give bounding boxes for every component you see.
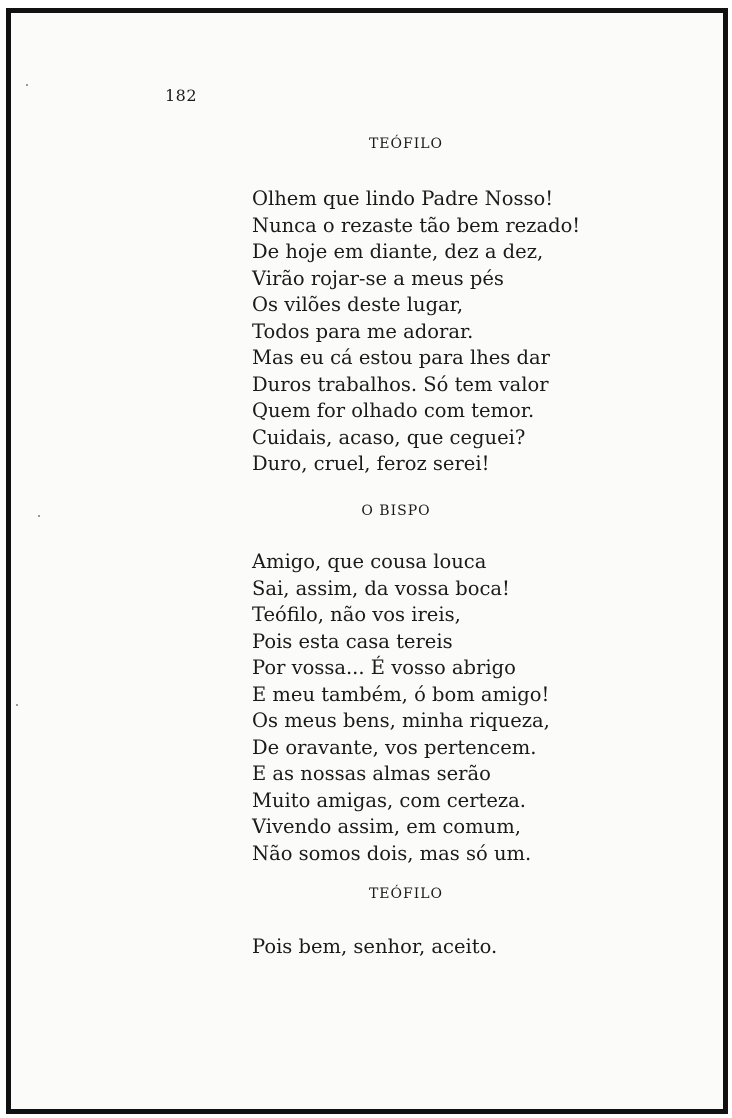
verse-line: Vivendo assim, em comum,	[252, 815, 521, 838]
verse-line: Cuidais, acaso, que ceguei?	[252, 425, 526, 449]
verse-line: Olhem que lindo Padre Nosso!	[252, 187, 554, 210]
verse-line: Nunca o rezaste tão bem rezado!	[252, 213, 581, 237]
verse-block-teofilo	[252, 186, 580, 478]
verse-line: Pois esta casa tereis	[252, 629, 453, 653]
page-number: 182	[165, 86, 198, 105]
verse-line: Todos para me adorar.	[252, 319, 474, 343]
verse-line: De oravante, vos pertencem.	[252, 735, 537, 759]
verse-line: E as nossas almas serão	[252, 762, 491, 785]
scan-speck	[38, 515, 40, 517]
verse-line: Amigo, que cousa louca	[252, 550, 487, 573]
verse-line: Por vossa... É vosso abrigo	[252, 656, 516, 679]
verse-line: Muito amigas, com certeza.	[252, 788, 527, 812]
verse-line: Mas eu cá estou para lhes dar	[252, 346, 550, 369]
verse-line: E meu também, ó bom amigo!	[252, 682, 550, 706]
verse-line: Não somos dois, mas só um.	[252, 841, 532, 865]
verse-line: Pois bem, senhor, aceito.	[252, 935, 498, 958]
scan-speck	[16, 704, 18, 706]
verse-line: Duros trabalhos. Só tem valor	[252, 372, 549, 396]
verse-block-bispo	[252, 549, 550, 867]
verse-line: Os vilões deste lugar,	[252, 293, 464, 316]
verse-line: Duro, cruel, feroz serei!	[252, 452, 490, 475]
verse-line: Os meus bens, minha riqueza,	[252, 709, 550, 732]
verse-line: Virão rojar-se a meus pés	[252, 266, 504, 290]
speaker-heading-teofilo-2: TEÓFILO	[368, 886, 444, 902]
speaker-heading-bispo: O BISPO	[361, 503, 431, 519]
verse-line: Quem for olhado com temor.	[252, 399, 535, 422]
verse-line: Teófilo, não vos ireis,	[252, 603, 461, 626]
verse-block-teofilo-2	[252, 934, 497, 961]
speaker-heading-teofilo: TEÓFILO	[368, 136, 444, 152]
verse-line: De hoje em diante, dez a dez,	[252, 240, 544, 263]
scan-speck	[26, 84, 28, 86]
verse-line: Sai, assim, da vossa boca!	[252, 576, 510, 600]
